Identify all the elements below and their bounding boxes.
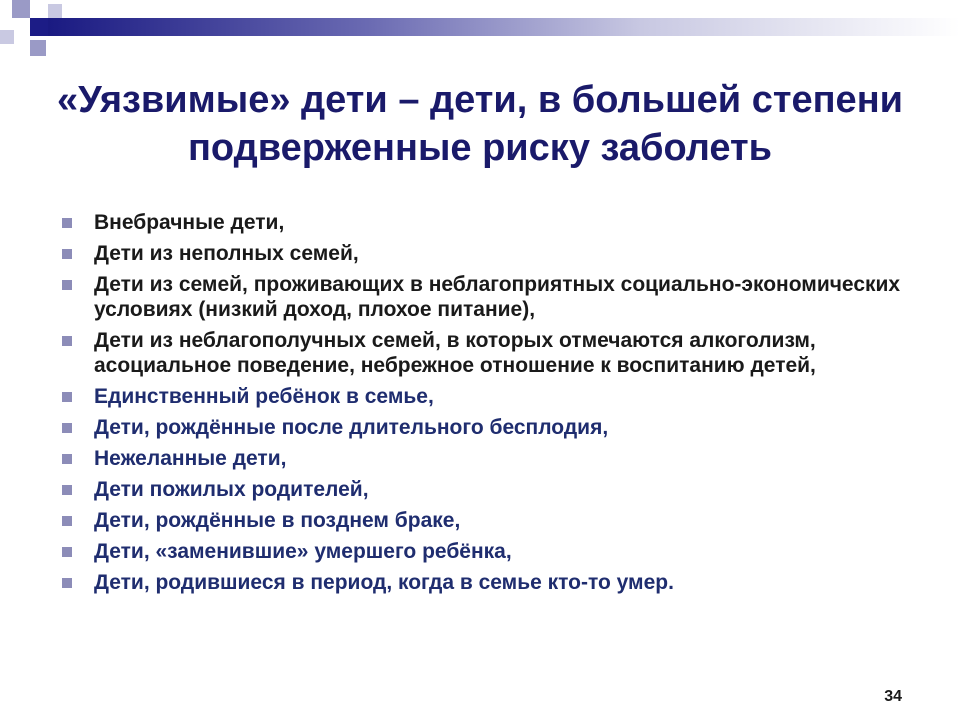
bullet-text: Единственный ребёнок в семье,	[94, 385, 434, 408]
bullet-text: Дети, «заменившие» умершего ребёнка,	[94, 540, 512, 563]
bullet-text: Дети из семей, проживающих в неблагоприятных социально-экономических условиях (низкий доход, плохое питание),	[94, 273, 901, 321]
square-bullet-icon	[62, 516, 72, 526]
bullet-text: Нежеланные дети,	[94, 447, 287, 470]
bullet-item	[60, 241, 920, 266]
bullet-item	[60, 415, 920, 440]
square-bullet-icon	[62, 280, 72, 290]
square-bullet-icon	[62, 454, 72, 464]
square-bullet-icon	[62, 578, 72, 588]
bullet-text: Дети, рождённые в позднем браке,	[94, 509, 461, 532]
bullet-item	[60, 328, 920, 378]
decor-square	[30, 18, 48, 36]
bullet-item	[60, 477, 920, 502]
decor-square	[12, 0, 30, 18]
bullet-text: Дети, родившиеся в период, когда в семье кто-то умер.	[94, 571, 674, 594]
bullet-item	[60, 272, 920, 322]
bullet-item	[60, 539, 920, 564]
page-number: 34	[884, 688, 902, 705]
square-bullet-icon	[62, 547, 72, 557]
square-bullet-icon	[62, 249, 72, 259]
bullet-item	[60, 210, 920, 235]
bullet-list	[60, 210, 920, 601]
slide-title: «Уязвимые» дети – дети, в большей степени подверженные риску заболеть	[56, 79, 904, 169]
bullet-text: Дети из неблагополучных семей, в которых отмечаются алкоголизм, асоциальное поведение, небрежное отношение к воспитанию детей,	[94, 329, 816, 377]
bullet-text: Дети пожилых родителей,	[94, 478, 369, 501]
decor-square	[30, 40, 46, 56]
bullet-item	[60, 570, 920, 595]
bullet-text: Дети, рождённые после длительного бесплодия,	[94, 416, 609, 439]
square-bullet-icon	[62, 392, 72, 402]
bullet-text: Внебрачные дети,	[94, 211, 285, 234]
square-bullet-icon	[62, 218, 72, 228]
header-gradient-bar	[48, 18, 960, 36]
bullet-item	[60, 446, 920, 471]
square-bullet-icon	[62, 423, 72, 433]
square-bullet-icon	[62, 336, 72, 346]
bullet-text: Дети из неполных семей,	[94, 242, 359, 265]
decor-square	[48, 4, 62, 18]
header-decoration	[0, 0, 960, 60]
decor-square	[0, 30, 14, 44]
square-bullet-icon	[62, 485, 72, 495]
bullet-item	[60, 508, 920, 533]
bullet-item	[60, 384, 920, 409]
